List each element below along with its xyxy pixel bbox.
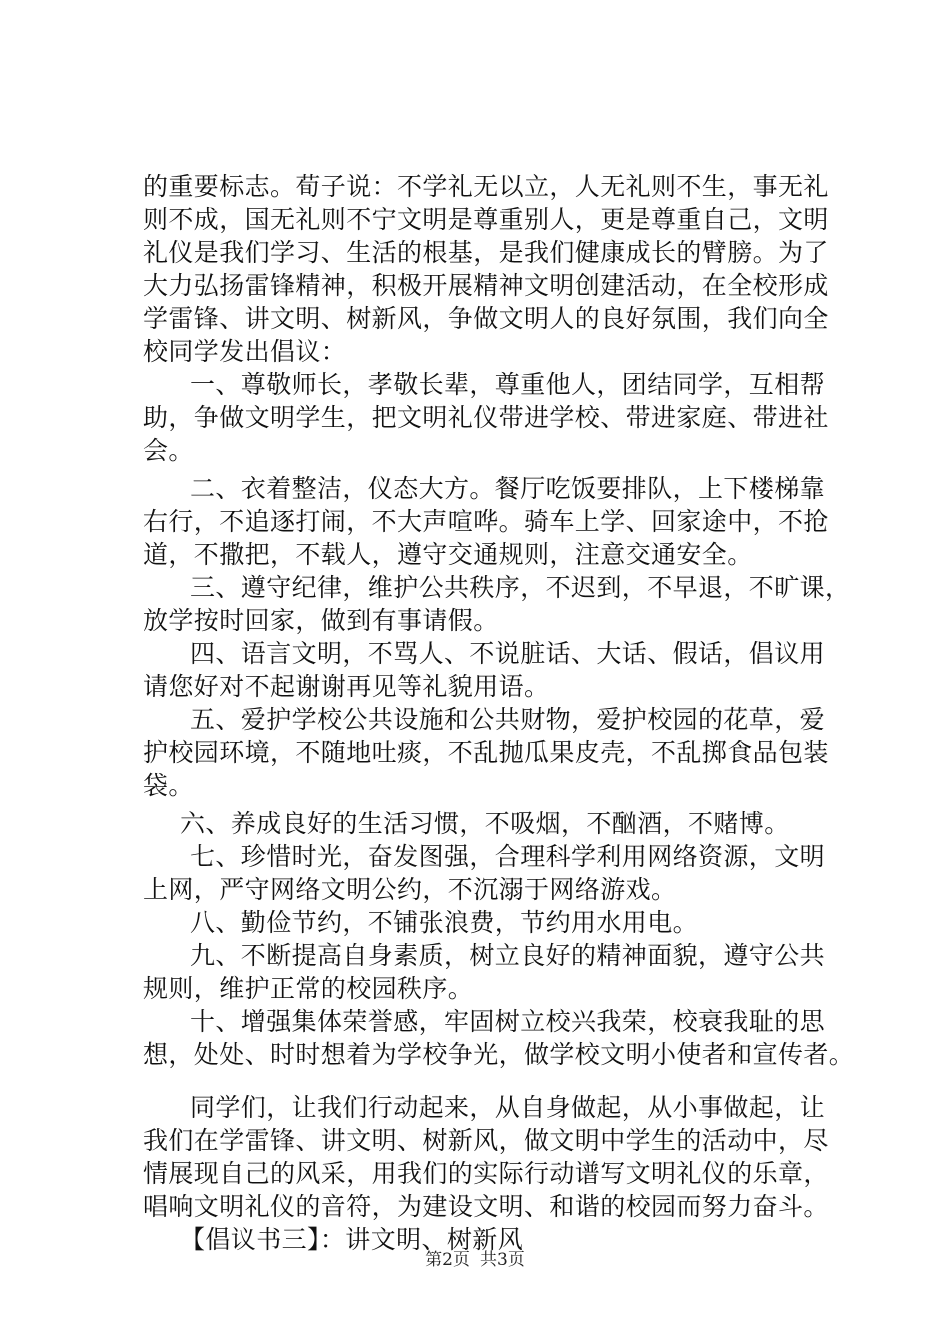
text-line: 礼仪是我们学习、生活的根基，是我们健康成长的臂膀。为了 [143, 238, 829, 267]
document-body [143, 170, 853, 1256]
text-line: 的重要标志。荀子说：不学礼无以立，人无礼则不生，事无礼 [143, 172, 829, 201]
page-footer [0, 1249, 950, 1271]
text-line: 六、养成良好的生活习惯，不吸烟，不酗酒，不赌博。 [180, 809, 790, 838]
section-heading: 【倡议书三】：讲文明、树新风 [180, 1225, 524, 1254]
text-line: 唱响文明礼仪的音符，为建设文明、和谐的校园而努力奋斗。 [143, 1192, 829, 1221]
text-line: 三、遵守纪律，维护公共秩序，不迟到，不早退，不旷课， [190, 573, 851, 602]
text-line: 大力弘扬雷锋精神，积极开展精神文明创建活动，在全校形成 [143, 271, 829, 300]
text-line: 规则，维护正常的校园秩序。 [143, 974, 474, 1003]
text-line: 八、勤俭节约，不铺张浪费，节约用水用电。 [190, 908, 699, 937]
text-line: 道，不撒把，不载人，遵守交通规则，注意交通安全。 [143, 540, 753, 569]
text-line: 右行，不追逐打闹，不大声喧哗。骑车上学、回家途中，不抢 [143, 507, 829, 536]
text-line: 学雷锋、讲文明、树新风，争做文明人的良好氛围，我们向全 [143, 304, 829, 333]
text-line: 则不成，国无礼则不宁文明是尊重别人，更是尊重自己，文明 [143, 205, 829, 234]
text-line: 校同学发出倡议： [143, 337, 347, 366]
text-line: 五、爱护学校公共设施和公共财物，爱护校园的花草，爱 [190, 705, 826, 734]
page-number: 第2页 [425, 1250, 470, 1270]
text-line: 护校园环境，不随地吐痰，不乱抛瓜果皮壳，不乱掷食品包装 [143, 738, 829, 767]
text-line: 十、增强集体荣誉感，牢固树立校兴我荣，校衰我耻的思 [190, 1007, 826, 1036]
text-line: 一、尊敬师长，孝敬长辈，尊重他人，团结同学，互相帮 [190, 370, 826, 399]
text-line: 四、语言文明，不骂人、不说脏话、大话、假话，倡议用 [190, 639, 826, 668]
text-line: 上网，严守网络文明公约，不沉溺于网络游戏。 [143, 875, 677, 904]
text-line: 请您好对不起谢谢再见等礼貌用语。 [143, 672, 550, 701]
text-line: 九、不断提高自身素质，树立良好的精神面貌，遵守公共 [190, 941, 826, 970]
text-line: 放学按时回家，做到有事请假。 [143, 606, 499, 635]
text-line: 二、衣着整洁，仪态大方。餐厅吃饭要排队，上下楼梯靠 [190, 474, 826, 503]
text-line: 同学们，让我们行动起来，从自身做起，从小事做起，让 [190, 1093, 826, 1122]
text-line: 情展现自己的风采，用我们的实际行动谱写文明礼仪的乐章， [143, 1159, 829, 1188]
text-line: 我们在学雷锋、讲文明、树新风，做文明中学生的活动中，尽 [143, 1126, 829, 1155]
text-line: 会。 [143, 436, 194, 465]
text-line: 七、珍惜时光，奋发图强，合理科学利用网络资源，文明 [190, 842, 826, 871]
page-total: 共3页 [480, 1250, 525, 1270]
text-line: 助，争做文明学生，把文明礼仪带进学校、带进家庭、带进社 [143, 403, 829, 432]
text-line: 袋。 [143, 771, 194, 800]
text-line: 想，处处、时时想着为学校争光，做学校文明小使者和宣传者。 [143, 1040, 855, 1069]
